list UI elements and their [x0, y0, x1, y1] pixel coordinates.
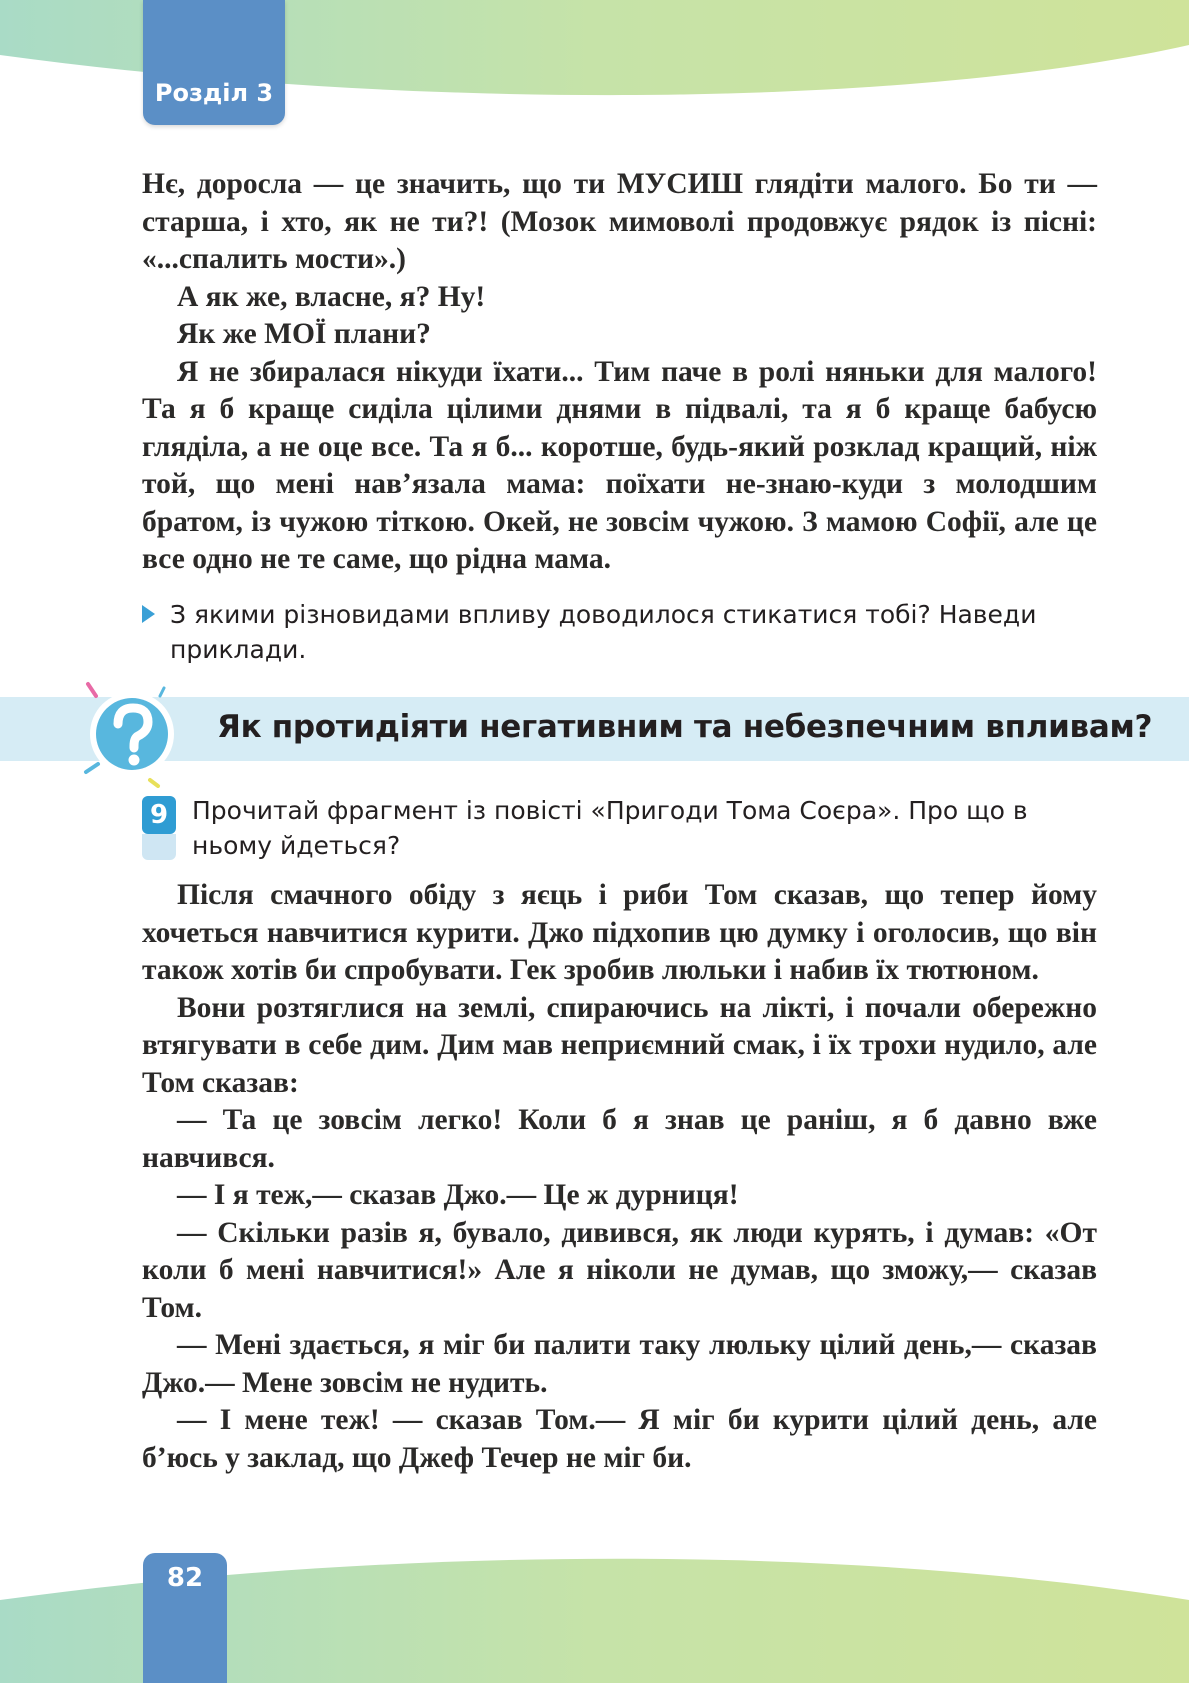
question-mark-icon	[78, 676, 190, 788]
paragraph: — Та це зовсім легко! Коли б я знав це раніш, я б давно вже навчився.	[142, 1104, 1097, 1174]
section-title: Як протидіяти негативним та небезпечним впливам?	[217, 709, 1153, 745]
paragraph: А як же, власне, я? Ну!	[177, 280, 486, 313]
task-number-shadow	[142, 834, 176, 860]
chapter-tab	[143, 0, 285, 125]
paragraph: — Мені здається, я міг би палити таку люльку цілий день,— сказав Джо.— Мене зовсім не нудить.	[142, 1329, 1097, 1399]
paragraph: Вони розтяглися на землі, спираючись на лікті, і почали обережно втягувати в себе дим. Дим мав неприємний смак, і їх трохи нудило, але Том сказав:	[142, 991, 1097, 1099]
task-number-badge: 9	[142, 796, 176, 834]
paragraph: — І я теж,— сказав Джо.— Це ж дурниця!	[177, 1179, 739, 1211]
page-number-tab	[143, 1553, 227, 1683]
page-number: 82	[166, 1563, 204, 1593]
paragraph: Нє, доросла — це значить, що ти МУСИШ глядіти малого. Бо ти — старша, і хто, як не ти?! (Мозок мимоволі продовжує рядок із пісні: «...спалить мости».)	[142, 168, 1097, 275]
paragraph: Після смачного обіду з яєць і риби Том сказав, що тепер йому хочеться навчитися курити. Джо підхопив цю думку і оголосив, що він також хотів би спробувати. Гек зробив люльки і набив їх тютюном.	[142, 879, 1097, 986]
chapter-label: Розділ 3	[154, 79, 274, 107]
triangle-bullet-icon	[142, 605, 155, 623]
paragraph: Я не збиралася нікуди їхати... Тим паче в ролі няньки для малого! Та я б краще сиділа цілими днями в підвалі, та я б краще бабусю гляділа, а не оце все. Та я б... коротше, будь-який розклад кращий, ніж той, що мені нав’язала мама: поїхати не-знаю-куди з молодшим братом, із чужою тіткою. Окей, не зовсім чужою. З мамою Софії, але це все одно не те саме, що рідна мама.	[142, 355, 1097, 575]
paragraph: Як же МОЇ плани?	[177, 318, 431, 350]
passage-fragment-1	[142, 166, 1097, 579]
question-bullet	[142, 597, 1097, 667]
passage-fragment-2	[142, 877, 1097, 1477]
task-instruction: Прочитай фрагмент із повісті «Пригоди Тома Соєра». Про що в ньому йдеться?	[192, 796, 1028, 860]
paragraph: — І мене теж! — сказав Том.— Я міг би курити цілий день, але б’юсь у заклад, що Джеф Течер не міг би.	[142, 1404, 1097, 1474]
question-text: З якими різновидами впливу доводилося стикатися тобі? Наведи приклади.	[170, 600, 1037, 664]
paragraph: — Скільки разів я, бувало, дивився, як люди курять, і думав: «От коли б мені навчитися!» Але я ніколи не думав, що зможу,— сказав Том.	[142, 1216, 1097, 1324]
